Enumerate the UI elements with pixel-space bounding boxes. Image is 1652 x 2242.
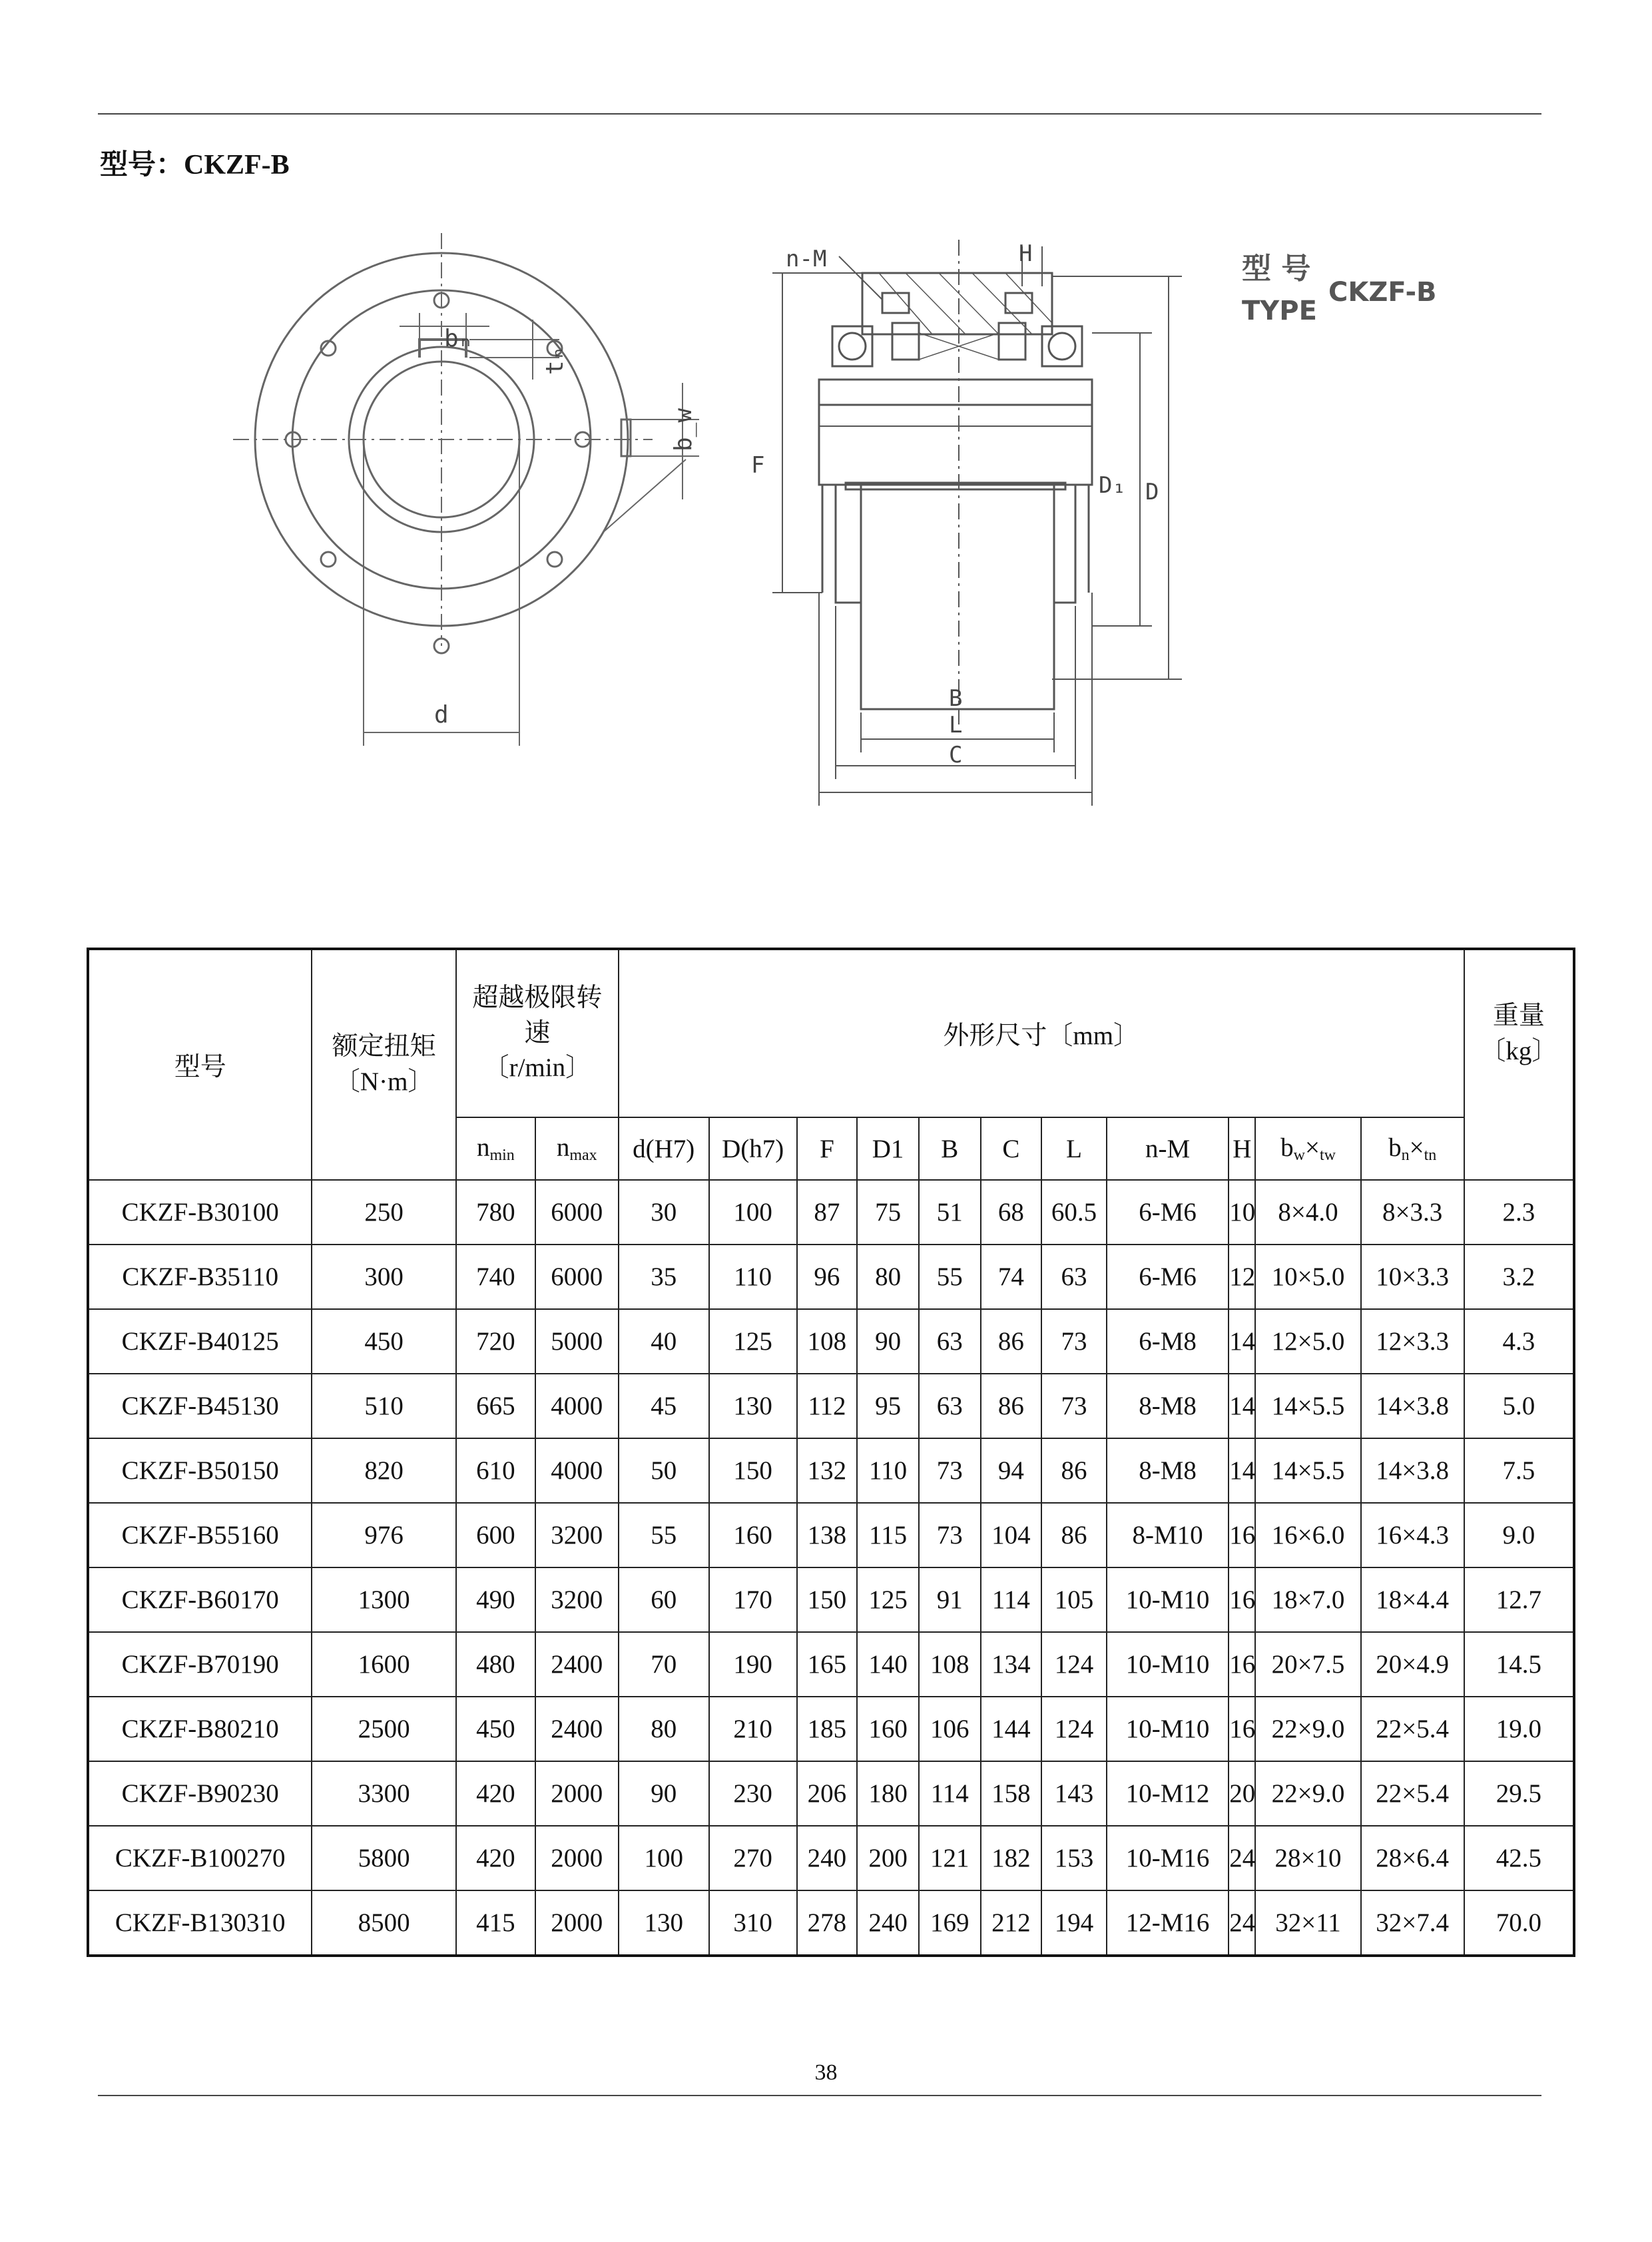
cell-H: 20 <box>1229 1761 1255 1826</box>
cell-nmin: 665 <box>456 1374 535 1438</box>
cell-B: 73 <box>919 1503 981 1567</box>
cell-model: CKZF-B70190 <box>88 1632 312 1697</box>
cell-nmin: 780 <box>456 1180 535 1245</box>
cell-C: 114 <box>981 1567 1042 1632</box>
header-bn-tn: $b_n\times_{tn}$ <box>1361 1117 1464 1180</box>
cell-D1: 95 <box>857 1374 919 1438</box>
cell-H: 16 <box>1229 1503 1255 1567</box>
cell-d: 80 <box>619 1697 709 1761</box>
cell-torque: 1600 <box>312 1632 456 1697</box>
cell-d: 30 <box>619 1180 709 1245</box>
cell-C: 74 <box>981 1245 1042 1309</box>
table-row <box>88 1567 1574 1632</box>
cell-bn-tn: 16×4.3 <box>1361 1503 1464 1567</box>
header-row-group <box>88 949 1574 1117</box>
cell-bn-tn: 10×3.3 <box>1361 1245 1464 1309</box>
header-L: L <box>1041 1117 1107 1180</box>
cell-nmin: 415 <box>456 1890 535 1956</box>
cell-B: 108 <box>919 1632 981 1697</box>
cell-nM: 8-M10 <box>1107 1503 1229 1567</box>
cell-D1: 125 <box>857 1567 919 1632</box>
cell-weight: 29.5 <box>1464 1761 1574 1826</box>
cell-D: 230 <box>709 1761 797 1826</box>
cell-F: 240 <box>797 1826 858 1890</box>
cell-d: 55 <box>619 1503 709 1567</box>
cell-D1: 180 <box>857 1761 919 1826</box>
cell-nM: 8-M8 <box>1107 1374 1229 1438</box>
cell-d: 130 <box>619 1890 709 1956</box>
cell-torque: 250 <box>312 1180 456 1245</box>
cell-bw-tw: 16×6.0 <box>1255 1503 1360 1567</box>
cell-model: CKZF-B55160 <box>88 1503 312 1567</box>
label-F: F <box>751 452 765 479</box>
cell-L: 124 <box>1041 1632 1107 1697</box>
cell-d: 70 <box>619 1632 709 1697</box>
cell-nmin: 740 <box>456 1245 535 1309</box>
cell-nmin: 420 <box>456 1826 535 1890</box>
cell-model: CKZF-B60170 <box>88 1567 312 1632</box>
cell-nmax: 2400 <box>535 1632 619 1697</box>
header-D1: D1 <box>857 1117 919 1180</box>
cell-nmax: 3200 <box>535 1503 619 1567</box>
cell-nM: 10-M10 <box>1107 1632 1229 1697</box>
cell-torque: 300 <box>312 1245 456 1309</box>
cell-d: 50 <box>619 1438 709 1503</box>
cell-nmax: 2000 <box>535 1826 619 1890</box>
cell-bn-tn: 14×3.8 <box>1361 1438 1464 1503</box>
cell-weight: 5.0 <box>1464 1374 1574 1438</box>
cell-nM: 10-M16 <box>1107 1826 1229 1890</box>
label-tn: tₙ <box>541 346 569 375</box>
cell-torque: 510 <box>312 1374 456 1438</box>
label-D1: D₁ <box>1099 472 1126 499</box>
cell-H: 16 <box>1229 1697 1255 1761</box>
cell-bn-tn: 20×4.9 <box>1361 1632 1464 1697</box>
cell-weight: 3.2 <box>1464 1245 1574 1309</box>
cell-d: 40 <box>619 1309 709 1374</box>
cell-B: 51 <box>919 1180 981 1245</box>
cell-B: 121 <box>919 1826 981 1890</box>
cell-d: 45 <box>619 1374 709 1438</box>
cell-bw-tw: 18×7.0 <box>1255 1567 1360 1632</box>
cell-torque: 3300 <box>312 1761 456 1826</box>
cell-model: CKZF-B35110 <box>88 1245 312 1309</box>
cell-D: 270 <box>709 1826 797 1890</box>
cell-H: 24 <box>1229 1826 1255 1890</box>
type-value: CKZF-B <box>1328 277 1437 308</box>
cell-torque: 820 <box>312 1438 456 1503</box>
cell-model: CKZF-B40125 <box>88 1309 312 1374</box>
cell-weight: 42.5 <box>1464 1826 1574 1890</box>
cell-H: 10 <box>1229 1180 1255 1245</box>
cell-bn-tn: 14×3.8 <box>1361 1374 1464 1438</box>
cell-bn-tn: 22×5.4 <box>1361 1697 1464 1761</box>
cell-C: 104 <box>981 1503 1042 1567</box>
cell-nM: 8-M8 <box>1107 1438 1229 1503</box>
header-H: H <box>1229 1117 1255 1180</box>
cell-H: 24 <box>1229 1890 1255 1956</box>
page-heading: 型号：CKZF-B <box>100 150 290 180</box>
cell-weight: 19.0 <box>1464 1697 1574 1761</box>
cell-C: 212 <box>981 1890 1042 1956</box>
cell-bw-tw: 22×9.0 <box>1255 1697 1360 1761</box>
cell-bw-tw: 20×7.5 <box>1255 1632 1360 1697</box>
table-row <box>88 1761 1574 1826</box>
cell-D1: 75 <box>857 1180 919 1245</box>
specification-table <box>87 948 1575 1957</box>
cell-model: CKZF-B80210 <box>88 1697 312 1761</box>
header-weight: 重量 〔kg〕 <box>1464 949 1574 1117</box>
type-label-en: TYPE <box>1242 296 1317 326</box>
cell-d: 35 <box>619 1245 709 1309</box>
cell-model: CKZF-B45130 <box>88 1374 312 1438</box>
type-label-cn: 型 号 <box>1242 252 1311 286</box>
cell-L: 105 <box>1041 1567 1107 1632</box>
cell-D: 130 <box>709 1374 797 1438</box>
cell-nM: 10-M10 <box>1107 1697 1229 1761</box>
cell-D: 160 <box>709 1503 797 1567</box>
cell-bw-tw: 14×5.5 <box>1255 1374 1360 1438</box>
cell-model: CKZF-B90230 <box>88 1761 312 1826</box>
table-body <box>88 1180 1574 1956</box>
cell-nM: 10-M12 <box>1107 1761 1229 1826</box>
cell-bn-tn: 32×7.4 <box>1361 1890 1464 1956</box>
cell-B: 63 <box>919 1309 981 1374</box>
cell-D: 110 <box>709 1245 797 1309</box>
cell-L: 153 <box>1041 1826 1107 1890</box>
cell-nmax: 4000 <box>535 1374 619 1438</box>
cell-torque: 450 <box>312 1309 456 1374</box>
page-number: 38 <box>814 2060 838 2085</box>
cell-C: 86 <box>981 1374 1042 1438</box>
cell-D: 100 <box>709 1180 797 1245</box>
cell-bw-tw: 28×10 <box>1255 1826 1360 1890</box>
cell-nmax: 6000 <box>535 1245 619 1309</box>
table-row <box>88 1374 1574 1438</box>
cell-nmin: 600 <box>456 1503 535 1567</box>
cell-F: 87 <box>797 1180 858 1245</box>
cell-L: 86 <box>1041 1438 1107 1503</box>
cell-H: 12 <box>1229 1245 1255 1309</box>
cell-nmin: 720 <box>456 1309 535 1374</box>
cell-H: 16 <box>1229 1632 1255 1697</box>
cell-bw-tw: 32×11 <box>1255 1890 1360 1956</box>
cell-weight: 9.0 <box>1464 1503 1574 1567</box>
cell-torque: 5800 <box>312 1826 456 1890</box>
cell-torque: 976 <box>312 1503 456 1567</box>
cell-F: 150 <box>797 1567 858 1632</box>
label-L: L <box>949 712 963 738</box>
cell-bw-tw: 12×5.0 <box>1255 1309 1360 1374</box>
cell-B: 106 <box>919 1697 981 1761</box>
cell-bw-tw: 10×5.0 <box>1255 1245 1360 1309</box>
label-D: D <box>1145 479 1159 505</box>
cell-C: 182 <box>981 1826 1042 1890</box>
table-row <box>88 1890 1574 1956</box>
technical-drawing <box>0 220 1652 819</box>
cell-bw-tw: 22×9.0 <box>1255 1761 1360 1826</box>
cell-weight: 2.3 <box>1464 1180 1574 1245</box>
label-H: H <box>1019 240 1033 267</box>
table-row <box>88 1180 1574 1245</box>
label-C: C <box>949 742 963 768</box>
cell-F: 278 <box>797 1890 858 1956</box>
cell-nmin: 480 <box>456 1632 535 1697</box>
cell-nM: 6-M6 <box>1107 1180 1229 1245</box>
label-nM: n-M <box>786 246 827 272</box>
cell-bn-tn: 18×4.4 <box>1361 1567 1464 1632</box>
front-view <box>233 233 699 746</box>
cell-D: 170 <box>709 1567 797 1632</box>
cell-weight: 70.0 <box>1464 1890 1574 1956</box>
cell-C: 134 <box>981 1632 1042 1697</box>
cell-torque: 8500 <box>312 1890 456 1956</box>
cell-D: 190 <box>709 1632 797 1697</box>
cell-D: 210 <box>709 1697 797 1761</box>
cell-bn-tn: 28×6.4 <box>1361 1826 1464 1890</box>
cell-bn-tn: 22×5.4 <box>1361 1761 1464 1826</box>
cell-D1: 240 <box>857 1890 919 1956</box>
cell-F: 96 <box>797 1245 858 1309</box>
cell-F: 138 <box>797 1503 858 1567</box>
cell-B: 91 <box>919 1567 981 1632</box>
header-B: B <box>919 1117 981 1180</box>
cell-d: 100 <box>619 1826 709 1890</box>
cell-H: 14 <box>1229 1309 1255 1374</box>
cell-model: CKZF-B130310 <box>88 1890 312 1956</box>
side-view-labels <box>751 240 1159 768</box>
cell-L: 194 <box>1041 1890 1107 1956</box>
cell-H: 14 <box>1229 1438 1255 1503</box>
cell-B: 73 <box>919 1438 981 1503</box>
cell-F: 108 <box>797 1309 858 1374</box>
table-row <box>88 1309 1574 1374</box>
table-row <box>88 1697 1574 1761</box>
cell-nM: 10-M10 <box>1107 1567 1229 1632</box>
cell-H: 14 <box>1229 1374 1255 1438</box>
cell-L: 143 <box>1041 1761 1107 1826</box>
cell-H: 16 <box>1229 1567 1255 1632</box>
cell-C: 158 <box>981 1761 1042 1826</box>
cell-F: 206 <box>797 1761 858 1826</box>
cell-nM: 6-M6 <box>1107 1245 1229 1309</box>
cell-weight: 4.3 <box>1464 1309 1574 1374</box>
cell-torque: 2500 <box>312 1697 456 1761</box>
cell-L: 73 <box>1041 1309 1107 1374</box>
cell-nmax: 3200 <box>535 1567 619 1632</box>
header-bw-tw: $b_w\times_{tw}$ <box>1255 1117 1360 1180</box>
cell-D1: 90 <box>857 1309 919 1374</box>
label-bw: b_w <box>670 408 697 451</box>
cell-B: 55 <box>919 1245 981 1309</box>
cell-bn-tn: 8×3.3 <box>1361 1180 1464 1245</box>
header-d: d(H7) <box>619 1117 709 1180</box>
header-dims: 外形尺寸〔mm〕 <box>619 949 1464 1117</box>
header-speed: 超越极限转 速 〔r/min〕 <box>456 949 619 1117</box>
cell-F: 112 <box>797 1374 858 1438</box>
cell-nM: 12-M16 <box>1107 1890 1229 1956</box>
cell-weight: 7.5 <box>1464 1438 1574 1503</box>
cell-weight: 12.7 <box>1464 1567 1574 1632</box>
cell-nmax: 2400 <box>535 1697 619 1761</box>
cell-nmax: 6000 <box>535 1180 619 1245</box>
cell-nmax: 2000 <box>535 1890 619 1956</box>
header-nmin: $n_{min}$ <box>456 1117 535 1180</box>
cell-nM: 6-M8 <box>1107 1309 1229 1374</box>
table-row <box>88 1503 1574 1567</box>
cell-bw-tw: 14×5.5 <box>1255 1438 1360 1503</box>
cell-weight: 14.5 <box>1464 1632 1574 1697</box>
table-row <box>88 1632 1574 1697</box>
cell-L: 124 <box>1041 1697 1107 1761</box>
cell-F: 132 <box>797 1438 858 1503</box>
cell-L: 60.5 <box>1041 1180 1107 1245</box>
cell-nmax: 2000 <box>535 1761 619 1826</box>
type-stamp <box>1242 252 1437 326</box>
label-B: B <box>949 685 963 712</box>
cell-L: 63 <box>1041 1245 1107 1309</box>
cell-L: 73 <box>1041 1374 1107 1438</box>
label-bn: bₙ <box>444 325 473 352</box>
cell-nmax: 4000 <box>535 1438 619 1503</box>
cell-model: CKZF-B50150 <box>88 1438 312 1503</box>
header-weight-sub <box>1464 1117 1574 1180</box>
cell-nmin: 420 <box>456 1761 535 1826</box>
bottom-rule <box>98 2095 1541 2096</box>
cell-B: 63 <box>919 1374 981 1438</box>
cell-d: 90 <box>619 1761 709 1826</box>
table-row <box>88 1826 1574 1890</box>
cell-bw-tw: 8×4.0 <box>1255 1180 1360 1245</box>
cell-L: 86 <box>1041 1503 1107 1567</box>
cell-C: 144 <box>981 1697 1042 1761</box>
cell-D1: 115 <box>857 1503 919 1567</box>
cell-F: 165 <box>797 1632 858 1697</box>
header-model: 型号 <box>88 949 312 1180</box>
cell-D1: 200 <box>857 1826 919 1890</box>
cell-d: 60 <box>619 1567 709 1632</box>
cell-torque: 1300 <box>312 1567 456 1632</box>
cell-bn-tn: 12×3.3 <box>1361 1309 1464 1374</box>
label-d: d <box>434 701 449 728</box>
cell-D1: 160 <box>857 1697 919 1761</box>
cell-D1: 110 <box>857 1438 919 1503</box>
cell-D: 310 <box>709 1890 797 1956</box>
cell-model: CKZF-B30100 <box>88 1180 312 1245</box>
side-view <box>772 240 1182 806</box>
cell-nmin: 450 <box>456 1697 535 1761</box>
header-nmax: $n_{max}$ <box>535 1117 619 1180</box>
cell-C: 94 <box>981 1438 1042 1503</box>
cell-D1: 140 <box>857 1632 919 1697</box>
cell-B: 114 <box>919 1761 981 1826</box>
cell-model: CKZF-B100270 <box>88 1826 312 1890</box>
top-rule <box>98 113 1541 115</box>
header-C: C <box>981 1117 1042 1180</box>
header-nM: n-M <box>1107 1117 1229 1180</box>
cell-D: 150 <box>709 1438 797 1503</box>
header-D: D(h7) <box>709 1117 797 1180</box>
cell-D: 125 <box>709 1309 797 1374</box>
cell-D1: 80 <box>857 1245 919 1309</box>
cell-B: 169 <box>919 1890 981 1956</box>
cell-nmax: 5000 <box>535 1309 619 1374</box>
header-F: F <box>797 1117 858 1180</box>
cell-nmin: 490 <box>456 1567 535 1632</box>
cell-C: 86 <box>981 1309 1042 1374</box>
header-torque: 额定扭矩 〔N·m〕 <box>312 949 456 1180</box>
cell-C: 68 <box>981 1180 1042 1245</box>
table-row <box>88 1438 1574 1503</box>
cell-nmin: 610 <box>456 1438 535 1503</box>
table-row <box>88 1245 1574 1309</box>
cell-F: 185 <box>797 1697 858 1761</box>
